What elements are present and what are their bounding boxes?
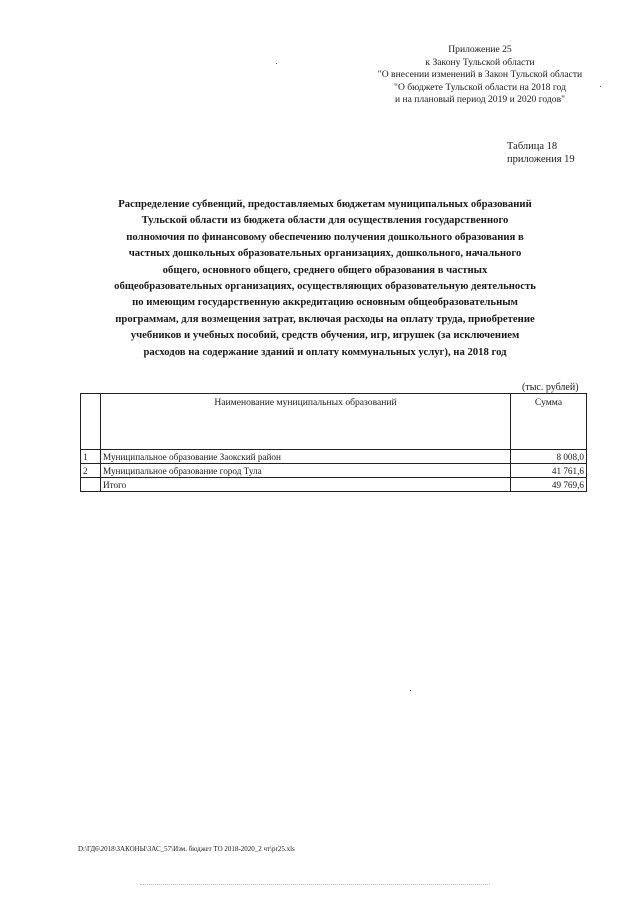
row-name: Муниципальное образование Заокский район: [101, 450, 511, 464]
scan-speck: [276, 63, 277, 64]
scan-speck: [410, 690, 411, 691]
table-row: [81, 464, 587, 478]
row-sum: 8 008,0: [511, 450, 587, 464]
header-name: Наименование муниципальных образований: [101, 394, 511, 450]
table-appendix-number: приложения 19: [507, 154, 575, 165]
file-path-footer: D:\ГД6\2018\ЗАКОНЫ\ЗАС_57\Изм. бюджет ТО 2018-2020_2 чт\pr25.xls: [78, 845, 295, 853]
title-line: частных дошкольных образовательных организациях, дошкольного, начального: [128, 247, 522, 260]
subsidy-table: [80, 393, 587, 492]
title-line: расходов на содержание зданий и оплату коммунальных услуг), на 2018 год: [143, 345, 507, 358]
header-number: [81, 394, 101, 450]
table-header-row: [81, 394, 587, 450]
appendix-line: и на плановый период 2019 и 2020 годов": [394, 94, 566, 106]
row-number: 1: [81, 450, 101, 464]
appendix-line: Приложение 25: [448, 44, 512, 55]
title-line: учебников и учебных пособий, средств обучения, игр, игрушек (за исключением: [130, 329, 520, 342]
title-line: Распределение субвенций, предоставляемых бюджетам муниципальных образований: [118, 198, 532, 210]
document-title: [78, 196, 572, 360]
table-row: [81, 450, 587, 464]
row-name: Итого: [101, 478, 511, 492]
appendix-line: к Закону Тульской области: [425, 56, 535, 68]
table-reference: [507, 140, 575, 166]
table-total-row: [81, 478, 587, 492]
row-number: [81, 478, 101, 492]
unit-label: (тыс. рублей): [522, 382, 579, 393]
title-line: общеобразовательных организациях, осуществляющих образовательную деятельность: [114, 280, 536, 293]
appendix-line: "О внесении изменений в Закон Тульской области: [377, 69, 583, 81]
title-line: Тульской области из бюджета области для осуществления государственного: [141, 214, 509, 227]
scan-noise-line: [140, 884, 490, 885]
row-sum: 41 761,6: [511, 464, 587, 478]
title-line: полномочия по финансовому обеспечению получения дошкольного образования в: [126, 230, 524, 243]
scan-speck: [600, 86, 601, 87]
header-sum: Сумма: [511, 394, 587, 450]
table-number: Таблица 18: [507, 141, 558, 152]
appendix-reference: [330, 44, 630, 107]
title-line: общего, основного общего, среднего общего образования в частных: [162, 263, 488, 276]
title-line: программам, для возмещения затрат, включая расходы на оплату труда, приобретение: [115, 312, 535, 325]
title-line: по имеющим государственную аккредитацию основным общеобразовательным: [132, 296, 518, 309]
row-number: 2: [81, 464, 101, 478]
row-sum: 49 769,6: [511, 478, 587, 492]
appendix-line: "О бюджете Тульской области на 2018 год: [394, 81, 566, 93]
row-name: Муниципальное образование город Тула: [101, 464, 511, 478]
